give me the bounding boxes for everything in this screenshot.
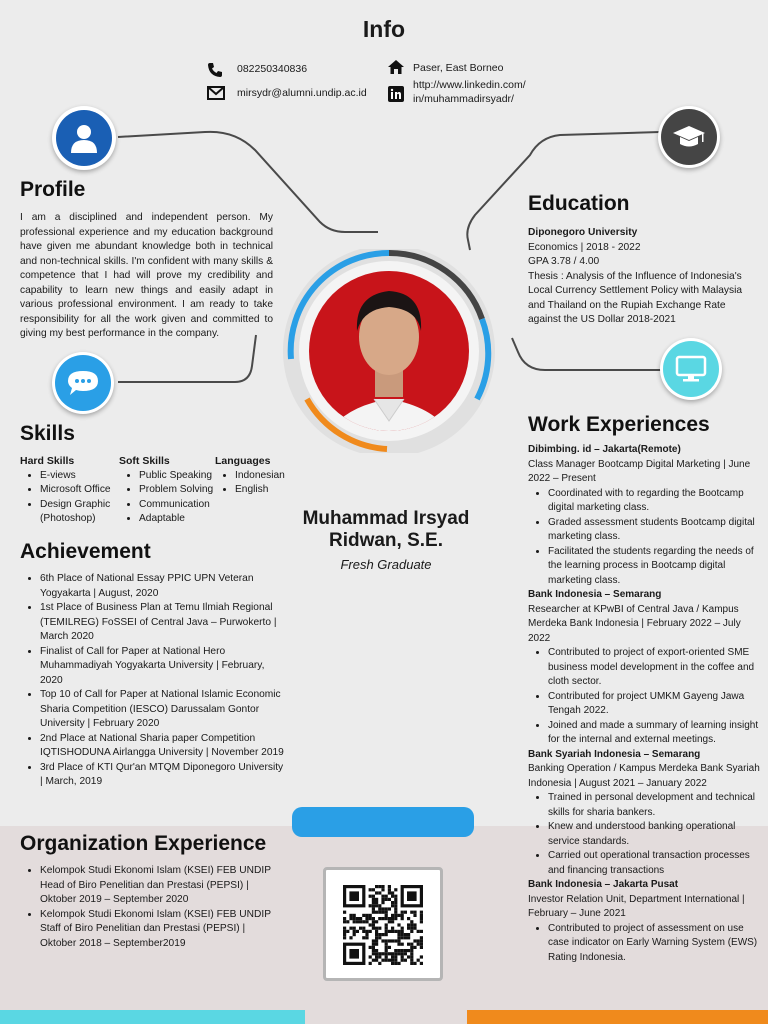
organization-list [20, 864, 282, 951]
profile-photo [277, 249, 501, 453]
profile-text: I am a disciplined and independent person. My professional experience and my education background have given me abundant knowledge both in technical and non-technical skills. I'm confident with many skills & competence that I had will prove my credibility and capability to learn new things and easily adapt in various professional environment. I am ready to take responsibility for all the work given and committed to giving my best performance in the company. [20, 212, 273, 339]
job-company: Bank Indonesia – Semarang [528, 589, 662, 600]
qr-code[interactable] [323, 867, 443, 981]
education-title: Education [528, 192, 630, 215]
user-icon [52, 106, 116, 170]
list-item: • English [235, 483, 295, 498]
email-icon [207, 86, 225, 100]
chat-icon [52, 352, 114, 414]
person-subtitle: Fresh Graduate [340, 557, 432, 572]
job-company: Bank Syariah Indonesia – Semarang [528, 748, 701, 760]
list-item: • Problem Solving [139, 483, 217, 498]
job-role: Investor Relation Unit, Department International | February – June 2021 [528, 893, 745, 919]
graduation-cap-icon [658, 106, 720, 168]
list-item: • Public Speaking [139, 469, 217, 484]
list-item: • E-views [40, 469, 120, 484]
list-item: • Kelompok Studi Ekonomi Islam (KSEI) FEB UNDIP Head of Biro Penelitian dan Prestasi (PEPSI) | Oktober 2019 – September 2020 [40, 864, 282, 908]
list-item: • Joined and made a summary of learning insight for the internal and external meetings. [548, 719, 760, 748]
languages-title: Languages [215, 455, 271, 467]
list-item: • Contributed to project of assessment on use case indicator on Early Warning System (EWS) Rating Indonesia. [548, 922, 760, 966]
list-item: • Kelompok Studi Ekonomi Islam (KSEI) FEB UNDIP Staff of Biro Penelitian dan Prestasi (PEPSI) | Oktober 2018 – September2019 [40, 908, 282, 952]
list-item: • Communication [139, 498, 217, 513]
list-item: • Graded assessment students Bootcamp digital marketing class. [548, 516, 760, 545]
list-item: • 3rd Place of KTI Qur'an MTQM Diponegoro University | March, 2019 [40, 761, 288, 790]
education-degree: Economics | 2018 - 2022 [528, 241, 641, 253]
education-gpa: GPA 3.78 / 4.00 [528, 256, 600, 267]
job [528, 878, 760, 965]
skills-title: Skills [20, 422, 75, 445]
list-item: • Design Graphic (Photoshop) [40, 498, 120, 527]
organization-title: Organization Experience [20, 832, 267, 855]
soft-skills [119, 454, 217, 527]
list-item: • Contributed for project UMKM Gayeng Jawa Tengah 2022. [548, 690, 760, 719]
education-block [528, 226, 758, 328]
linkedin-icon[interactable] [388, 86, 404, 102]
list-item: • Coordinated with to regarding the Bootcamp digital marketing class. [548, 487, 760, 516]
blue-pill [292, 807, 474, 837]
orange-bar [467, 1010, 768, 1024]
list-item: • Indonesian [235, 469, 295, 484]
linkedin-link[interactable]: http://www.linkedin.com/ in/muhammadirsyadr/ [413, 79, 526, 105]
achievement-list [20, 572, 288, 790]
list-item: • Top 10 of Call for Paper at National Islamic Economic Sharia Competition (IESCO) Darussalam Gontor University | February 2020 [40, 688, 288, 732]
email-text[interactable]: mirsydr@alumni.undip.ac.id [237, 87, 367, 99]
list-item: • Microsoft Office [40, 483, 120, 498]
cyan-bar [0, 1010, 305, 1024]
job [528, 748, 760, 879]
list-item: • Trained in personal development and technical skills for sharia bankers. [548, 791, 760, 820]
work-title: Work Experiences [528, 413, 710, 436]
profile-title: Profile [20, 178, 86, 201]
job-company: Dibimbing. id – Jakarta(Remote) [528, 444, 681, 455]
job-role: Researcher at KPwBI of Central Java / Kampus Merdeka Bank Indonesia | February 2022 – July 2022 [528, 603, 741, 644]
work-list [528, 443, 760, 965]
person-name: Muhammad Irsyad Ridwan, S.E. [302, 508, 470, 551]
education-school: Diponegoro University [528, 227, 638, 238]
education-thesis: Thesis : Analysis of the Influence of Indonesia's Local Currency Settlement Policy with Malaysia and Thailand on the Rupiah Exchange Rate against the US Dollar 2018-2021 [528, 270, 743, 325]
list-item: • Adaptable [139, 512, 217, 527]
languages [215, 454, 295, 498]
soft-skills-title: Soft Skills [119, 455, 170, 467]
job-role: Class Manager Bootcamp Digital Marketing | June 2022 – Present [528, 458, 751, 484]
list-item: • Contributed to project of export-oriented SME business model development in the coffee and cloth sector. [548, 646, 760, 690]
list-item: • 2nd Place at National Sharia paper Competition IQTISHODUNA Airlangga University | November 2019 [40, 732, 288, 761]
hard-skills [20, 454, 120, 527]
list-item: • Knew and understood banking operational service standards. [548, 820, 760, 849]
achievement-title: Achievement [20, 540, 151, 563]
phone-text: 082250340836 [237, 63, 308, 75]
job-company: Bank Indonesia – Jakarta Pusat [528, 879, 679, 890]
location-text: Paser, East Borneo [413, 62, 504, 74]
list-item: • Finalist of Call for Paper at National Hero Muhammadiyah Yogyakarta University | February, 2020 [40, 645, 288, 689]
list-item: • Facilitated the students regarding the needs of the learning process in Bootcamp digital marketing class. [548, 545, 760, 589]
list-item: • 1st Place of Business Plan at Temu Ilmiah Regional (TEMILREG) FoSSEI of Central Java – Purwokerto | March 2020 [40, 601, 288, 645]
job [528, 443, 760, 588]
hard-skills-title: Hard Skills [20, 455, 75, 467]
monitor-icon [660, 338, 722, 400]
home-icon [387, 59, 405, 75]
info-title: Info [362, 16, 406, 42]
job [528, 588, 760, 748]
list-item: • 6th Place of National Essay PPIC UPN Veteran Yogyakarta | August, 2020 [40, 572, 288, 601]
phone-icon [207, 62, 223, 78]
list-item: • Carried out operational transaction processes and financing transactions [548, 849, 760, 878]
job-role: Banking Operation / Kampus Merdeka Bank Syariah Indonesia | August 2021 – January 2022 [528, 763, 760, 789]
